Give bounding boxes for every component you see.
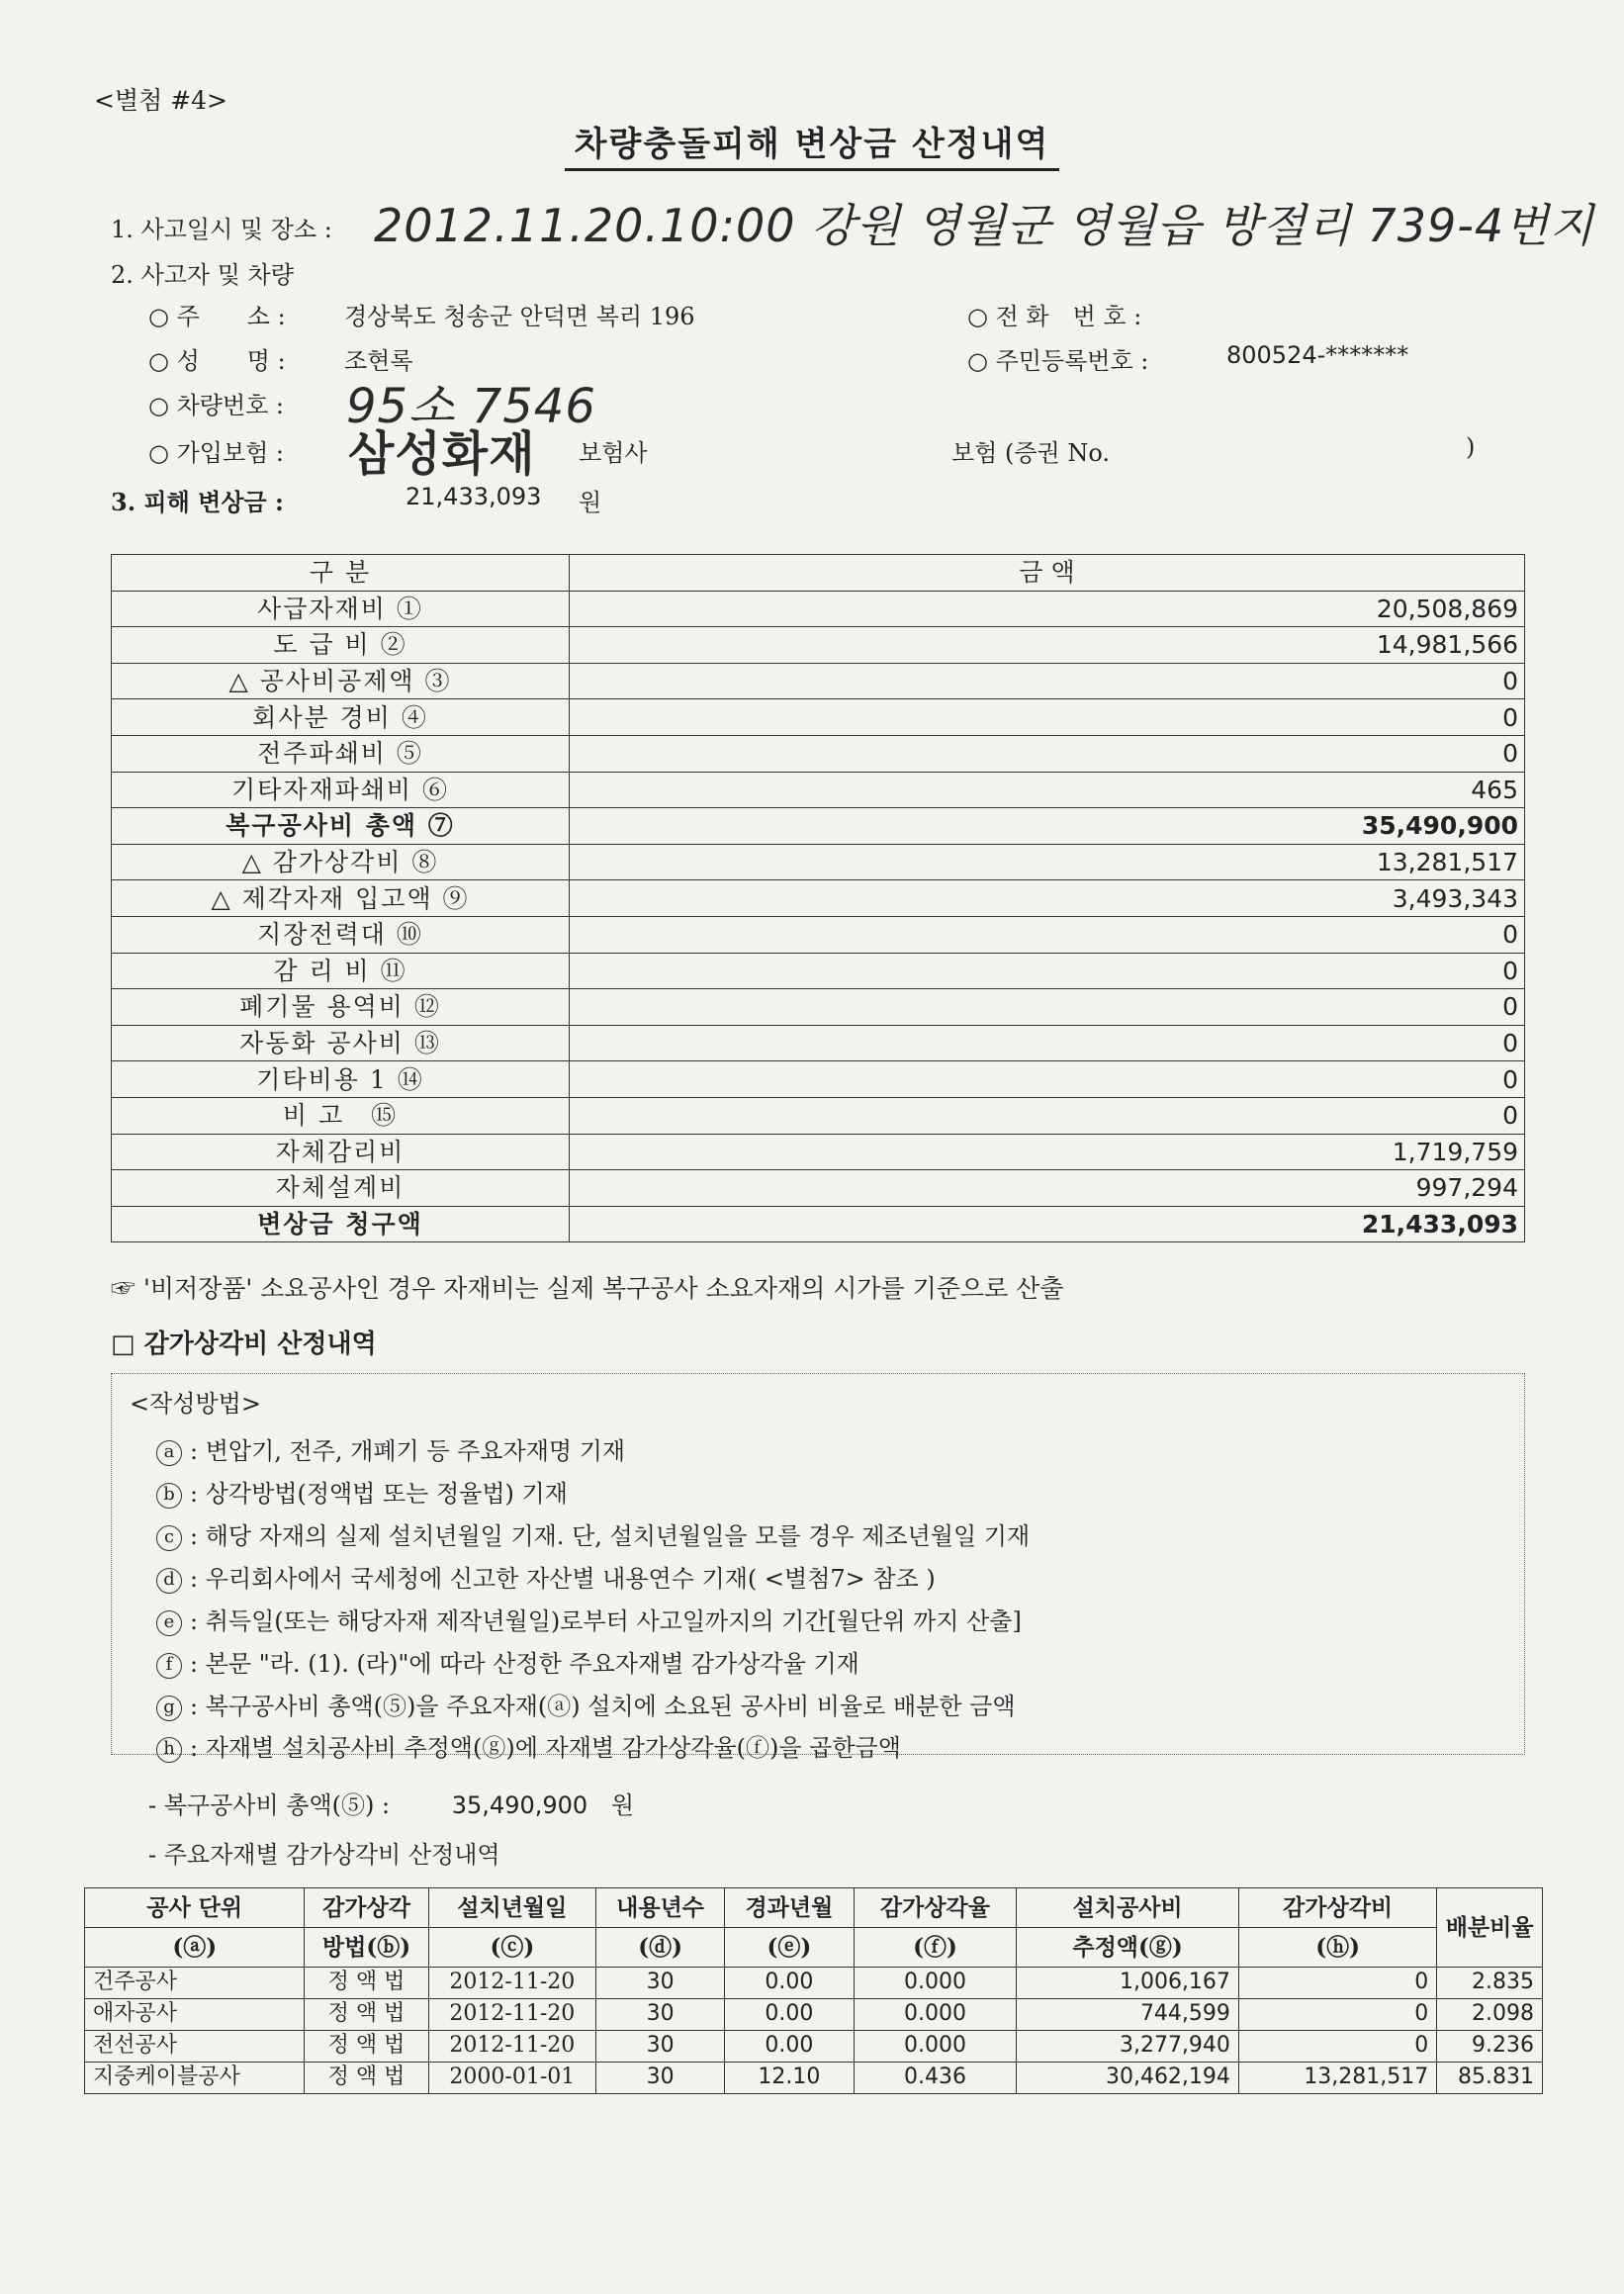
table-row [112, 591, 1525, 627]
row-value: 0 [570, 663, 1525, 699]
policy-number-close: ) [1466, 433, 1476, 461]
method-item [156, 1516, 1030, 1551]
row-value: 0 [570, 953, 1525, 989]
dep-cell: 2012-11-20 [428, 2031, 595, 2063]
row-value: 3,493,343 [570, 880, 1525, 917]
dep-cell: 정 액 법 [305, 2031, 428, 2063]
row-label: △ 감가상각비 ⑧ [112, 844, 570, 880]
row-value: 0 [570, 735, 1525, 772]
policy-number-label: 보험 (증권 No. [951, 439, 1111, 467]
method-item [156, 1644, 859, 1679]
dep-header-cell: 감가상각 [305, 1888, 428, 1928]
method-item [156, 1431, 625, 1466]
circled-letter-icon: d [156, 1568, 182, 1594]
dep-cell: 전선공사 [85, 2031, 305, 2063]
dep-cell: 0.00 [725, 1999, 855, 2031]
row-label: 자동화 공사비 ⑬ [112, 1025, 570, 1061]
writing-method-box [111, 1373, 1525, 1762]
table-row-total-restoration [112, 808, 1525, 845]
dep-cell: 3,277,940 [1017, 2031, 1239, 2063]
row-label: 지장전력대 ⑩ [112, 916, 570, 953]
dep-header-cell: 내용년수 [596, 1888, 725, 1928]
table-row [112, 1170, 1525, 1207]
restoration-total-unit: 원 [610, 1791, 634, 1819]
restoration-total-line [148, 1786, 634, 1820]
dep-cell: 9.236 [1437, 2031, 1543, 2063]
row-value: 0 [570, 989, 1525, 1026]
dep-cell: 0 [1238, 1968, 1436, 1999]
valuation-note: ☞ '비저장품' 소요공사인 경우 자재비는 실제 복구공사 소요자재의 시가를 기준으로 산출 [111, 1274, 1064, 1303]
name-label: ○ 성 명 : [148, 347, 286, 375]
car-number-handwritten: 95소 7546 [346, 379, 596, 434]
insurance-suffix: 보험사 [579, 439, 648, 467]
dep-header-cell: 공사 단위 [85, 1888, 305, 1928]
row-value: 20,508,869 [570, 591, 1525, 627]
dep-cell: 0.000 [854, 1999, 1017, 2031]
method-item-text: : 자재별 설치공사비 추정액(ⓖ)에 자재별 감가상각율(ⓕ)을 곱한금액 [190, 1734, 901, 1762]
accident-datetime-label: 1. 사고일시 및 장소 : [111, 216, 332, 243]
table-row [112, 1134, 1525, 1170]
dep-header-cell: 설치공사비 [1017, 1888, 1239, 1928]
table-row-claim-total [112, 1206, 1525, 1242]
resident-number-value: 800524-******* [1226, 341, 1409, 369]
row-label: 비 고 ⑮ [112, 1097, 570, 1134]
depreciation-list-label: - 주요자재별 감가상각비 산정내역 [148, 1841, 500, 1869]
dep-cell: 0.00 [725, 1968, 855, 1999]
dep-cell: 2012-11-20 [428, 1968, 595, 1999]
dep-cell: 30,462,194 [1017, 2063, 1239, 2094]
method-item-text: : 우리회사에서 국세청에 신고한 자산별 내용연수 기재( <별첨7> 참조 ) [190, 1565, 936, 1593]
table-row [112, 627, 1525, 664]
circled-letter-icon: h [156, 1737, 182, 1763]
dep-cell: 2.835 [1437, 1968, 1543, 1999]
dep-header-cell: 추정액(ⓖ) [1017, 1928, 1239, 1968]
resident-number-label: ○ 주민등록번호 : [967, 347, 1149, 375]
dep-header-cell: 감가상각비 [1238, 1888, 1436, 1928]
method-heading: <작성방법> [130, 1390, 261, 1418]
dep-header-cell: 배분비율 [1437, 1888, 1543, 1968]
dep-header-cell: (ⓓ) [596, 1928, 725, 1968]
table-row [112, 699, 1525, 736]
row-value: 0 [570, 1097, 1525, 1134]
row-label: △ 제각자재 입고액 ⑨ [112, 880, 570, 917]
accident-datetime-handwritten: 2012.11.20.10:00 강원 영월군 영월읍 방절리 739-4번지 [374, 199, 1595, 252]
dep-cell: 30 [596, 1968, 725, 1999]
row-value: 0 [570, 916, 1525, 953]
dep-cell: 0.000 [854, 1968, 1017, 1999]
restoration-total-value: 35,490,900 [451, 1791, 588, 1819]
row-label: 기타자재파쇄비 ⑥ [112, 772, 570, 808]
table-row [112, 844, 1525, 880]
dep-cell: 0 [1238, 2031, 1436, 2063]
dep-header-cell: (ⓗ) [1238, 1928, 1436, 1968]
damage-compensation-amount: 21,433,093 [406, 483, 542, 510]
table-row [112, 1097, 1525, 1134]
row-label: 도 급 비 ② [112, 627, 570, 664]
damage-compensation-label: 3. 피해 변상금 : [111, 488, 284, 516]
restoration-total-label: - 복구공사비 총액(⑤) : [148, 1791, 391, 1819]
name-value: 조현록 [344, 347, 413, 375]
row-label: 변상금 청구액 [112, 1206, 570, 1242]
dep-header-cell: 감가상각율 [854, 1888, 1017, 1928]
row-value: 997,294 [570, 1170, 1525, 1207]
row-value: 1,719,759 [570, 1134, 1525, 1170]
dep-cell: 0 [1238, 1999, 1436, 2031]
row-value: 0 [570, 1025, 1525, 1061]
method-item-text: : 해당 자재의 실제 설치년월일 기재. 단, 설치년월일을 모를 경우 제조년월일 기재 [190, 1522, 1031, 1550]
table-row [112, 1025, 1525, 1061]
dep-header-cell: (ⓒ) [428, 1928, 595, 1968]
row-label: 전주파쇄비 ⑤ [112, 735, 570, 772]
dep-cell: 정 액 법 [305, 2063, 428, 2094]
dep-cell: 0.000 [854, 2031, 1017, 2063]
compensation-breakdown-table [111, 554, 1525, 1242]
dep-cell: 30 [596, 2031, 725, 2063]
table-row [112, 880, 1525, 917]
car-number-label: ○ 차량번호 : [148, 392, 285, 419]
row-label: 감 리 비 ⑪ [112, 953, 570, 989]
offender-vehicle-label: 2. 사고자 및 차량 [111, 261, 294, 289]
dep-cell: 애자공사 [85, 1999, 305, 2031]
dep-cell: 지중케이블공사 [85, 2063, 305, 2094]
row-label: △ 공사비공제액 ③ [112, 663, 570, 699]
circled-letter-icon: a [156, 1440, 182, 1466]
circled-letter-icon: e [156, 1610, 182, 1636]
table-row [85, 2063, 1543, 2094]
row-value: 35,490,900 [570, 808, 1525, 845]
dep-cell: 2012-11-20 [428, 1999, 595, 2031]
dep-cell: 1,006,167 [1017, 1968, 1239, 1999]
row-label: 복구공사비 총액 ⑦ [112, 808, 570, 845]
dep-cell: 0.00 [725, 2031, 855, 2063]
row-value: 21,433,093 [570, 1206, 1525, 1242]
dep-cell: 30 [596, 2063, 725, 2094]
dep-cell: 정 액 법 [305, 1968, 428, 1999]
dep-cell: 정 액 법 [305, 1999, 428, 2031]
dep-cell: 85.831 [1437, 2063, 1543, 2094]
table-row [85, 1999, 1543, 2031]
depreciation-section-title: □ 감가상각비 산정내역 [111, 1330, 377, 1359]
damage-compensation-unit: 원 [579, 489, 602, 516]
method-item [156, 1728, 901, 1763]
row-label: 자체설계비 [112, 1170, 570, 1207]
circled-letter-icon: c [156, 1525, 182, 1551]
row-label: 폐기물 용역비 ⑫ [112, 989, 570, 1026]
row-value: 14,981,566 [570, 627, 1525, 664]
table-row [112, 735, 1525, 772]
method-item [156, 1474, 568, 1509]
dep-cell: 0.436 [854, 2063, 1017, 2094]
document-title: 차량충돌피해 변상금 산정내역 [0, 117, 1624, 165]
address-label: ○ 주 소 : [148, 303, 286, 330]
dep-cell: 30 [596, 1999, 725, 2031]
method-item-text: : 취득일(또는 해당자재 제작년월일)로부터 사고일까지의 기간[월단위 까지 산출] [190, 1607, 1022, 1635]
depreciation-table [84, 1887, 1543, 2094]
insurance-company-handwritten: 삼성화재 [348, 426, 536, 482]
dep-header-cell: (ⓐ) [85, 1928, 305, 1968]
table-row [85, 1968, 1543, 1999]
method-item-text: : 본문 "라. (1). (라)"에 따라 산정한 주요자재별 감가상각율 기재 [190, 1650, 859, 1678]
table-row [112, 916, 1525, 953]
header-category: 구 분 [112, 555, 570, 592]
circled-letter-icon: b [156, 1483, 182, 1509]
method-item [156, 1559, 936, 1594]
table-row [112, 1061, 1525, 1098]
row-label: 사급자재비 ① [112, 591, 570, 627]
row-value: 465 [570, 772, 1525, 808]
dep-cell: 2000-01-01 [428, 2063, 595, 2094]
insurance-label: ○ 가입보험 : [148, 439, 285, 467]
method-item [156, 1602, 1022, 1636]
header-amount: 금 액 [570, 555, 1525, 592]
row-value: 0 [570, 699, 1525, 736]
row-label: 자체감리비 [112, 1134, 570, 1170]
dep-cell: 12.10 [725, 2063, 855, 2094]
method-item-text: : 복구공사비 총액(⑤)을 주요자재(ⓐ) 설치에 소요된 공사비 비율로 배분한 금액 [190, 1693, 1016, 1720]
dep-header-cell: 설치년월일 [428, 1888, 595, 1928]
dep-header-cell: (ⓔ) [725, 1928, 855, 1968]
address-value: 경상북도 청송군 안덕면 복리 196 [344, 303, 695, 330]
row-label: 회사분 경비 ④ [112, 699, 570, 736]
method-item-text: : 변압기, 전주, 개폐기 등 주요자재명 기재 [190, 1437, 626, 1465]
table-row [112, 989, 1525, 1026]
row-value: 13,281,517 [570, 844, 1525, 880]
dep-header-row [85, 1928, 1543, 1968]
method-item [156, 1687, 1016, 1721]
table-header-row [112, 555, 1525, 592]
method-item-text: : 상각방법(정액법 또는 정율법) 기재 [190, 1480, 568, 1508]
dep-header-row [85, 1888, 1543, 1928]
dep-header-cell: (ⓕ) [854, 1928, 1017, 1968]
dep-cell: 건주공사 [85, 1968, 305, 1999]
attachment-label: <별첨 #4> [94, 86, 227, 115]
phone-label: ○ 전 화 번 호 : [967, 303, 1142, 330]
circled-letter-icon: g [156, 1696, 182, 1721]
table-row [85, 2031, 1543, 2063]
table-row [112, 953, 1525, 989]
dep-header-cell: 방법(ⓑ) [305, 1928, 428, 1968]
row-label: 기타비용 1 ⑭ [112, 1061, 570, 1098]
row-value: 0 [570, 1061, 1525, 1098]
dep-header-cell: 경과년월 [725, 1888, 855, 1928]
dep-cell: 744,599 [1017, 1999, 1239, 2031]
table-row [112, 772, 1525, 808]
dep-cell: 2.098 [1437, 1999, 1543, 2031]
table-row [112, 663, 1525, 699]
dep-cell: 13,281,517 [1238, 2063, 1436, 2094]
circled-letter-icon: f [156, 1653, 182, 1679]
